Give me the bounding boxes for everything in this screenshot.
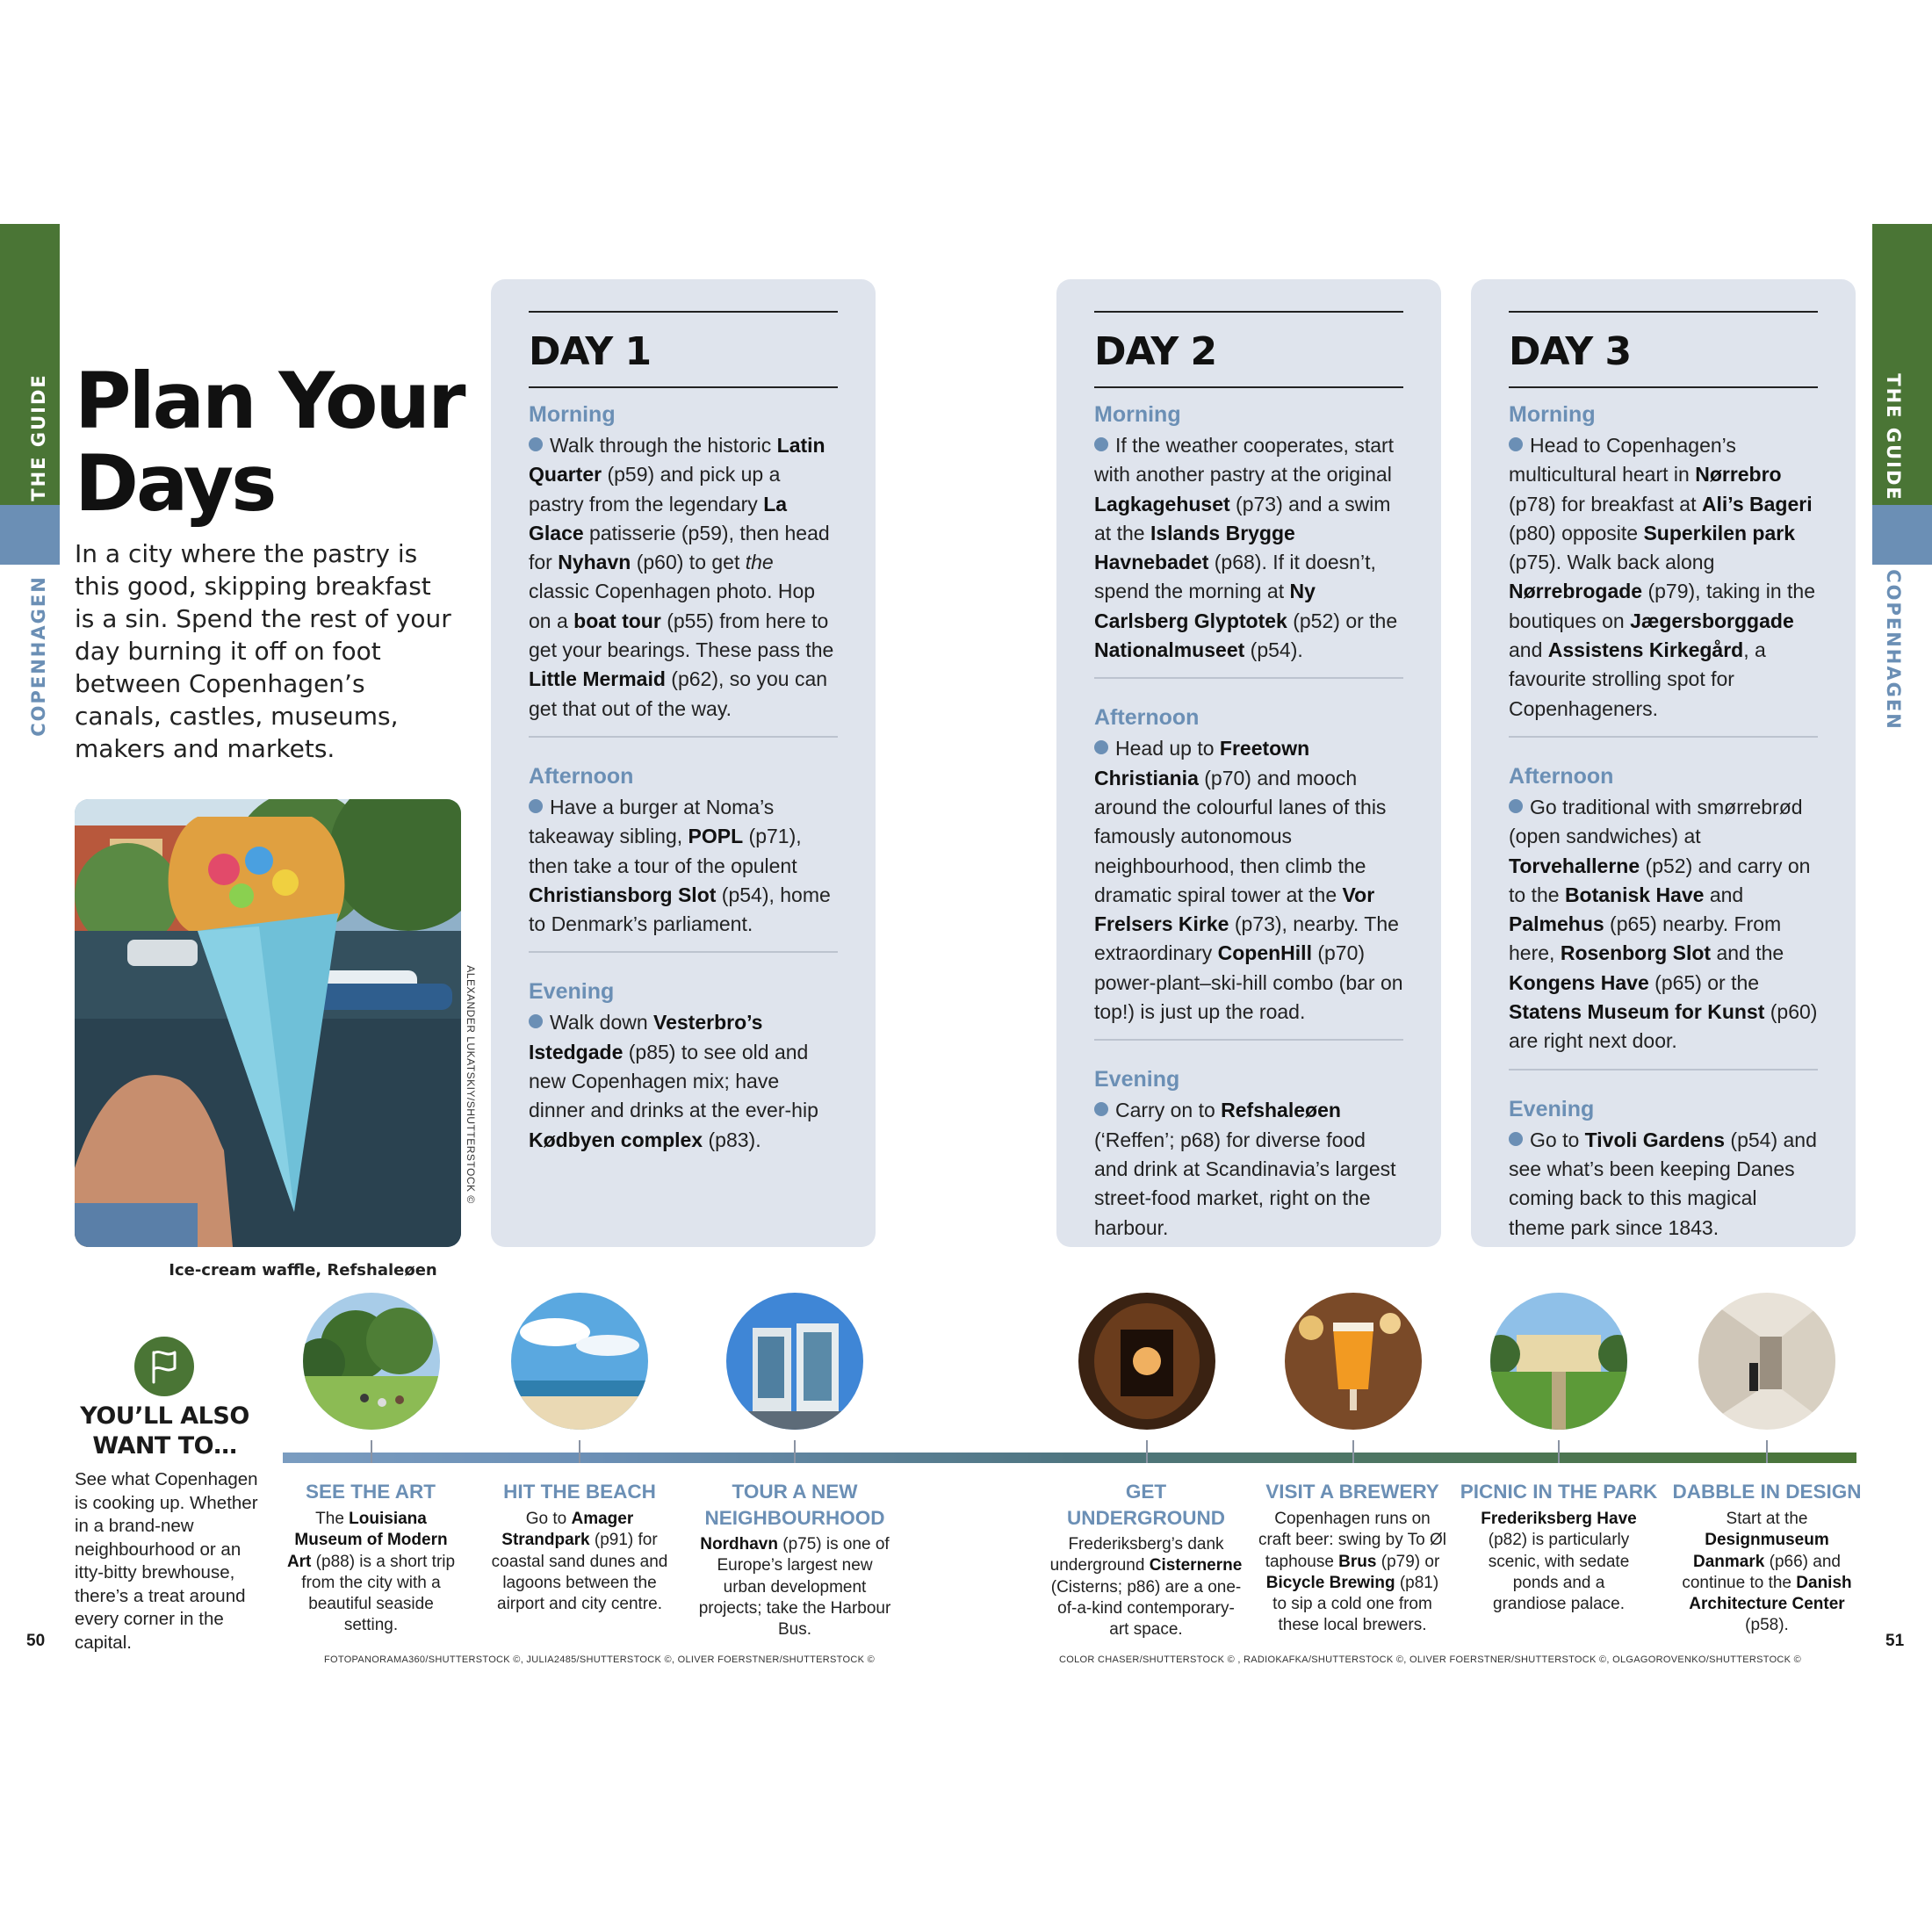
park-photo-illustration — [303, 1293, 440, 1430]
buildings-photo-illustration — [726, 1293, 863, 1430]
also-text: See what Copenhagen is cooking up. Whether in a brand-new neighbourhood or an itty-bitty brewhouse, there’s a treat around every corner in the capital. — [75, 1469, 258, 1653]
day-2-title: DAY 2 — [1094, 311, 1403, 388]
dabble-design-title: DABBLE IN DESIGN — [1672, 1481, 1862, 1503]
divider — [529, 736, 838, 738]
day-3-evening-text: Go to Tivoli Gardens (p54) and see what’s been keeping Danes coming back to this magical theme park since 1843. — [1509, 1128, 1817, 1239]
palace-photo-illustration — [1490, 1293, 1627, 1430]
page-title — [75, 356, 464, 529]
beer-photo-illustration — [1285, 1293, 1422, 1430]
tour-neighbourhood-photo — [726, 1293, 863, 1430]
bullet-icon — [1094, 740, 1108, 754]
timeline-tick — [1352, 1440, 1354, 1463]
hit-the-beach-title: HIT THE BEACH — [503, 1481, 656, 1503]
divider — [1509, 1069, 1818, 1071]
page-number-left: 50 — [26, 1632, 46, 1650]
day-2-card — [1056, 279, 1441, 1247]
get-underground-photo — [1078, 1293, 1215, 1430]
see-the-art-photo — [303, 1293, 440, 1430]
day-2-morning-text: If the weather cooperates, start with another pastry at the original Lagkagehuset (p73) and a swim at the Islands Brygge Havnebadet (p68). If it doesn’t, spend the morning at Ny Carlsberg Glyptotek (p52) or the Nationalmuseet (p54). — [1094, 434, 1398, 662]
day-1-card — [491, 279, 876, 1247]
day-2-afternoon-text: Head up to Freetown Christiania (p70) and mooch around the colourful lanes of this famously autonomous neighbourhood, then climb the dramatic spiral tower at the Vor Frelsers Kirke (p73), nearby. The extraordinary CopenHill (p70) power-plant–ski-hill combo (bar on top!) is just up the road. — [1094, 737, 1403, 1024]
ice-cream-waffle-photo — [75, 799, 461, 1247]
day-1-title: DAY 1 — [529, 311, 838, 388]
dabble-design-photo — [1698, 1293, 1835, 1430]
day-3-afternoon-label: Afternoon — [1509, 763, 1614, 789]
title-line-2: Days — [75, 438, 275, 529]
tour-neighbourhood-text: Nordhavn (p75) is one of Europe’s largest new urban development projects; take the Harbour Bus. — [698, 1535, 891, 1640]
hit-the-beach-text: Go to Amager Strandpark (p91) for coastal sand dunes and lagoons between the airport and city centre. — [491, 1510, 668, 1614]
get-underground-text: Frederiksberg’s dank underground Cisternerne (Cisterns; p86) are a one-of-a-kind contemporary-art space. — [1049, 1535, 1243, 1640]
right-city-label: COPENHAGEN — [1883, 569, 1904, 731]
title-line-1: Plan Your — [75, 356, 464, 446]
day-1-morning-text: Walk through the historic Latin Quarter (p59) and pick up a pastry from the legendary La Glace patisserie (p59), then head for Nyhavn (p60) to get the classic Copenhagen photo. Hop on a boat tour (p55) from here to get your bearings. These pass the Little Mermaid (p62), so you can get that out of the way. — [529, 434, 834, 720]
picnic-park-title: PICNIC IN THE PARK — [1460, 1481, 1658, 1503]
divider — [1094, 1039, 1403, 1041]
timeline-tick — [579, 1440, 580, 1463]
see-the-art-text: The Louisiana Museum of Modern Art (p88) is a short trip from the city with a beautiful seaside setting. — [286, 1510, 456, 1635]
photo-credit: ALEXANDER LUKATSKIY/SHUTTERSTOCK © — [465, 965, 477, 1204]
get-underground-title: GET UNDERGROUND — [1067, 1481, 1225, 1529]
day-2-morning-label: Morning — [1094, 402, 1181, 427]
dabble-design-text: Start at the Designmuseum Danmark (p66) and continue to the Danish Architecture Center (p58). — [1682, 1510, 1852, 1635]
left-city-tab — [0, 505, 60, 565]
flag-icon-svg — [134, 1337, 194, 1396]
beach-photo-illustration — [511, 1293, 648, 1430]
bullet-icon — [1509, 437, 1523, 451]
timeline-tick — [371, 1440, 372, 1463]
day-3-card — [1471, 279, 1856, 1247]
day-1-evening-text: Walk down Vesterbro’s Istedgade (p85) to see old and new Copenhagen mix; have dinner and drinks at the ever-hip Kødbyen complex (p83). — [529, 1011, 818, 1151]
also-heading-line-1: YOU’LL ALSO — [80, 1402, 249, 1430]
visit-brewery-title: VISIT A BREWERY — [1265, 1481, 1439, 1503]
timeline-tick — [1766, 1440, 1768, 1463]
photo-credits-right: COLOR CHASER/SHUTTERSTOCK © , RADIOKAFKA/SHUTTERSTOCK ©, OLIVER FOERSTNER/SHUTTERSTOCK ©, OLGAGOROVENKO/SHUTTERSTOCK © — [1059, 1654, 1802, 1665]
left-city-label: COPENHAGEN — [28, 575, 49, 737]
visit-brewery-text: Copenhagen runs on craft beer: swing by To Øl taphouse Brus (p79) or Bicycle Brewing (p81) to sip a cold one from these local brewers. — [1258, 1510, 1447, 1635]
day-2-evening-text: Carry on to Refshaleøen (‘Reffen’; p68) for diverse food and drink at Scandinavia’s largest street-food market, right on the harbour. — [1094, 1099, 1396, 1239]
cistern-photo-illustration — [1078, 1293, 1215, 1430]
see-the-art-title: SEE THE ART — [306, 1481, 436, 1503]
waffle-photo-illustration — [75, 799, 461, 1247]
bullet-icon — [529, 1014, 543, 1028]
day-3-afternoon-text: Go traditional with smørrebrød (open sandwiches) at Torvehallerne (p52) and carry on to the Botanisk Have and Palmehus (p65) nearby. From here, Rosenborg Slot and the Kongens Have (p65) or the Statens Museum for Kunst (p60) are right next door. — [1509, 795, 1818, 1053]
bullet-icon — [1094, 1102, 1108, 1116]
photo-caption: Ice-cream waffle, Refshaleøen — [169, 1261, 437, 1280]
timeline-tick — [1558, 1440, 1560, 1463]
hit-the-beach-photo — [511, 1293, 648, 1430]
timeline-bar — [283, 1453, 1856, 1463]
right-guide-label: THE GUIDE — [1883, 373, 1904, 501]
left-guide-label: THE GUIDE — [28, 373, 49, 501]
timeline-tick — [1146, 1440, 1148, 1463]
divider — [1094, 677, 1403, 679]
bullet-icon — [1509, 1132, 1523, 1146]
photo-credits-left: FOTOPANORAMA360/SHUTTERSTOCK ©, JULIA2485/SHUTTERSTOCK ©, OLIVER FOERSTNER/SHUTTERSTOCK © — [324, 1654, 875, 1665]
day-3-morning-label: Morning — [1509, 402, 1596, 427]
also-heading — [75, 1402, 255, 1461]
day-1-morning-label: Morning — [529, 402, 616, 427]
tour-neighbourhood-title: TOUR A NEW NEIGHBOURHOOD — [704, 1481, 885, 1529]
divider — [529, 951, 838, 953]
day-1-evening-label: Evening — [529, 979, 615, 1005]
day-3-evening-label: Evening — [1509, 1096, 1595, 1121]
day-2-afternoon-label: Afternoon — [1094, 705, 1200, 731]
page-number-right: 51 — [1885, 1632, 1905, 1650]
bullet-icon — [1094, 437, 1108, 451]
day-3-morning-text: Head to Copenhagen’s multicultural heart in Nørrebro (p78) for breakfast at Ali’s Bageri (p80) opposite Superkilen park (p75). Walk back along Nørrebrogade (p79), taking in the boutiques on Jægersborggade and Assistens Kirkegård, a favourite strolling spot for Copenhageners. — [1509, 434, 1815, 720]
picnic-park-text: Frederiksberg Have (p82) is particularly scenic, with sedate ponds and a grandiose palace. — [1481, 1510, 1637, 1614]
divider — [1509, 736, 1818, 738]
intro-text: In a city where the pastry is this good, skipping breakfast is a sin. Spend the rest of your day burning it off on foot between Copenhagen’s canals, castles, museums, makers and markets. — [75, 539, 451, 763]
flag-icon — [134, 1337, 194, 1396]
day-2-evening-label: Evening — [1094, 1067, 1180, 1092]
picnic-park-photo — [1490, 1293, 1627, 1430]
bullet-icon — [1509, 799, 1523, 813]
also-heading-line-2: WANT TO… — [92, 1432, 237, 1460]
timeline-tick — [794, 1440, 796, 1463]
day-1-afternoon-text: Have a burger at Noma’s takeaway sibling, POPL (p71), then take a tour of the opulent Christiansborg Slot (p54), home to Denmark’s parliament. — [529, 795, 831, 936]
gallery-photo-illustration — [1698, 1293, 1835, 1430]
day-1-afternoon-label: Afternoon — [529, 763, 634, 789]
bullet-icon — [529, 799, 543, 813]
bullet-icon — [529, 437, 543, 451]
right-city-tab — [1872, 505, 1932, 565]
visit-brewery-photo — [1285, 1293, 1422, 1430]
day-3-title: DAY 3 — [1509, 311, 1818, 388]
